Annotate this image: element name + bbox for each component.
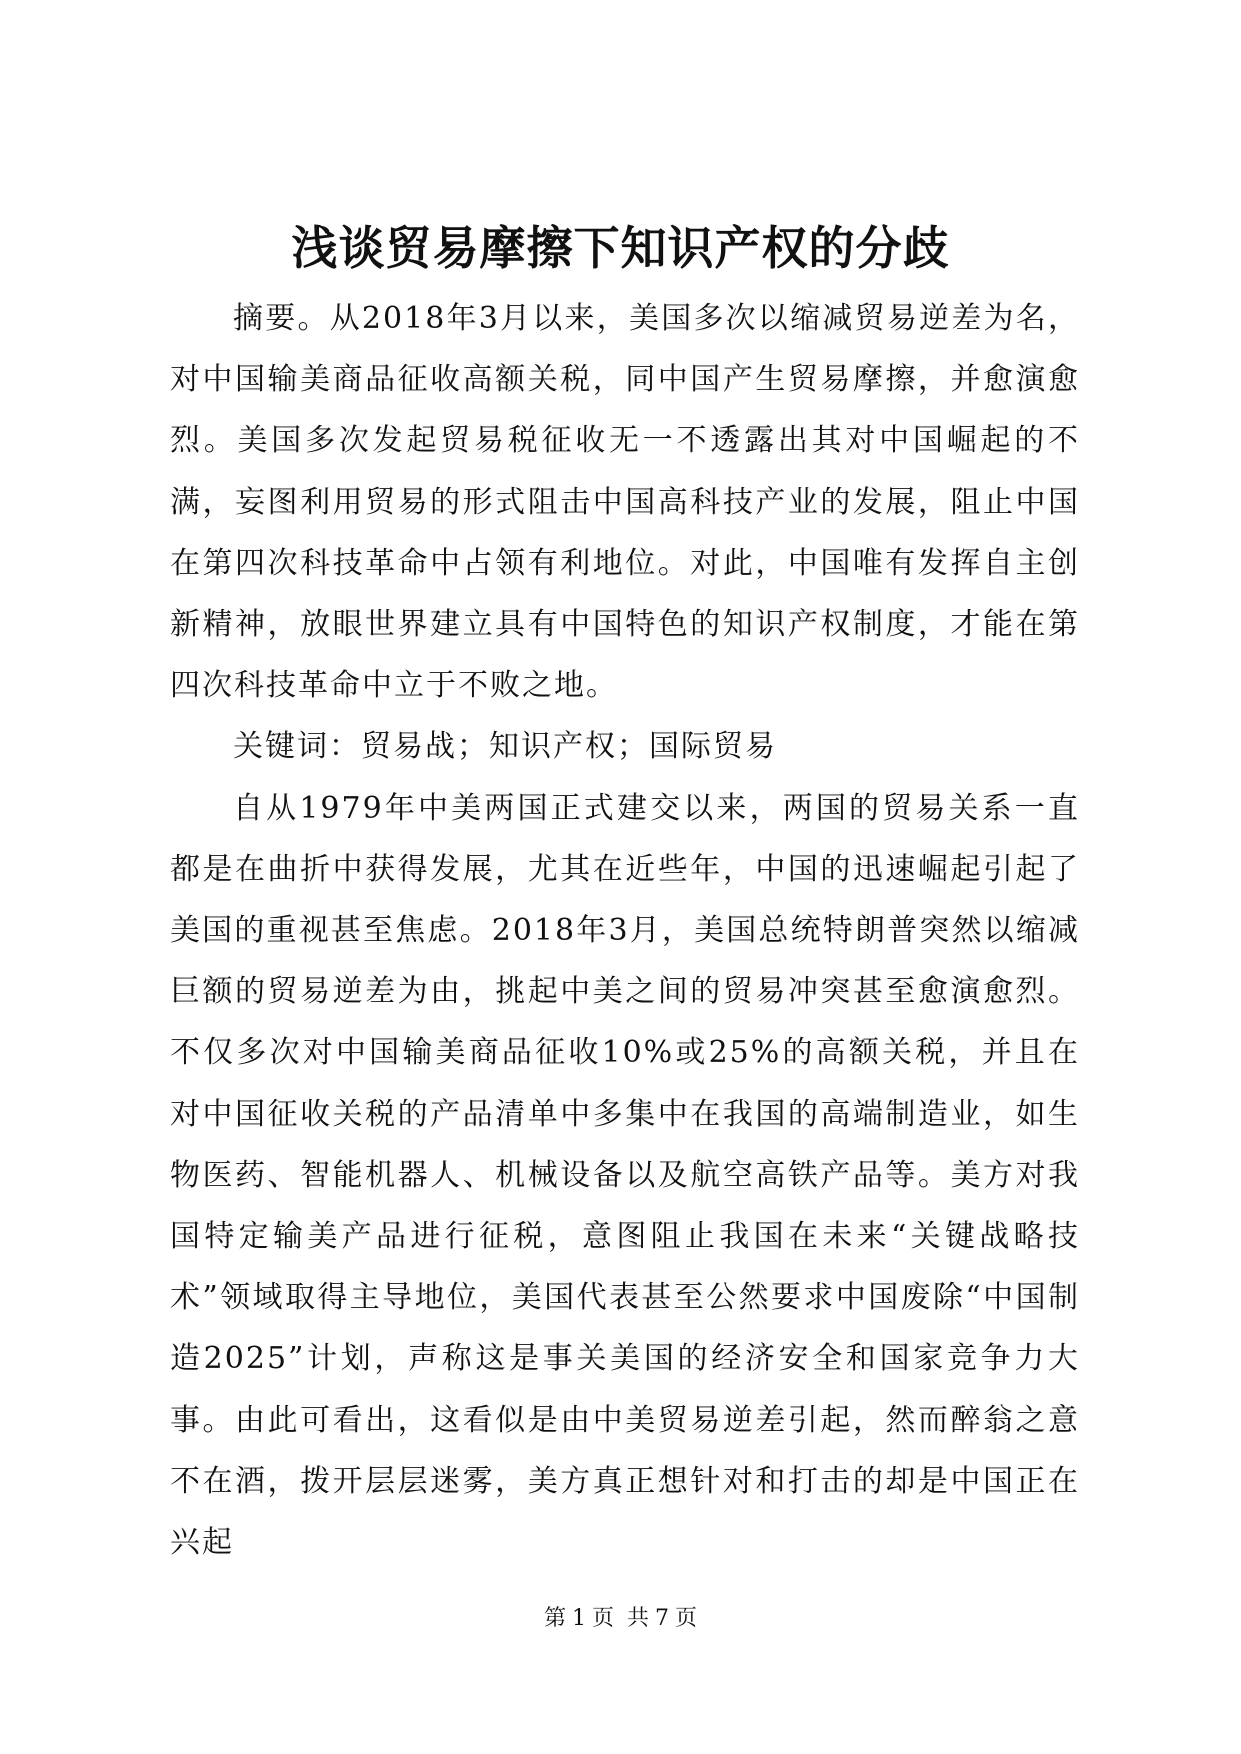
- page-label: 第: [543, 1606, 566, 1631]
- total-pages: 7: [655, 1606, 670, 1631]
- page-unit: 页: [591, 1606, 614, 1631]
- page-number: 1: [571, 1606, 586, 1631]
- abstract-paragraph: 摘要。从2018年3月以来，美国多次以缩减贸易逆差为名，对中国输美商品征收高额关税，同中国产生贸易摩擦，并愈演愈烈。美国多次发起贸易税征收无一不透露出其对中国崛起的不满，妄图利用贸易的形式阻击中国高科技产业的发展，阻止中国在第四次科技革命中占领有利地位。对此，中国唯有发挥自主创新精神，放眼世界建立具有中国特色的知识产权制度，才能在第四次科技革命中立于不败之地。: [170, 301, 1080, 704]
- document-body: [170, 288, 1080, 1573]
- total-unit: 页: [675, 1606, 698, 1631]
- keywords-paragraph: 关键词：贸易战；知识产权；国际贸易: [233, 729, 777, 765]
- page-footer: [0, 1604, 1241, 1634]
- document-title: 浅谈贸易摩擦下知识产权的分歧: [291, 221, 950, 275]
- body-paragraph: 自从1979年中美两国正式建交以来，两国的贸易关系一直都是在曲折中获得发展，尤其在近些年，中国的迅速崛起引起了美国的重视甚至焦虑。2018年3月，美国总统特朗普突然以缩减巨额的贸易逆差为由，挑起中美之间的贸易冲突甚至愈演愈烈。不仅多次对中国输美商品征收10%或25%的高额关税，并且在对中国征收关税的产品清单中多集中在我国的高端制造业，如生物医药、智能机器人、机械设备以及航空高铁产品等。美方对我国特定输美产品进行征税，意图阻止我国在未来“关键战略技术”领域取得主导地位，美国代表甚至公然要求中国废除“中国制造2025”计划，声称这是事关美国的经济安全和国家竞争力大事。由此可看出，这看似是由中美贸易逆差引起，然而醉翁之意不在酒，拨开层层迷雾，美方真正想针对和打击的却是中国正在兴起: [170, 790, 1080, 1561]
- total-label: 共: [627, 1606, 650, 1631]
